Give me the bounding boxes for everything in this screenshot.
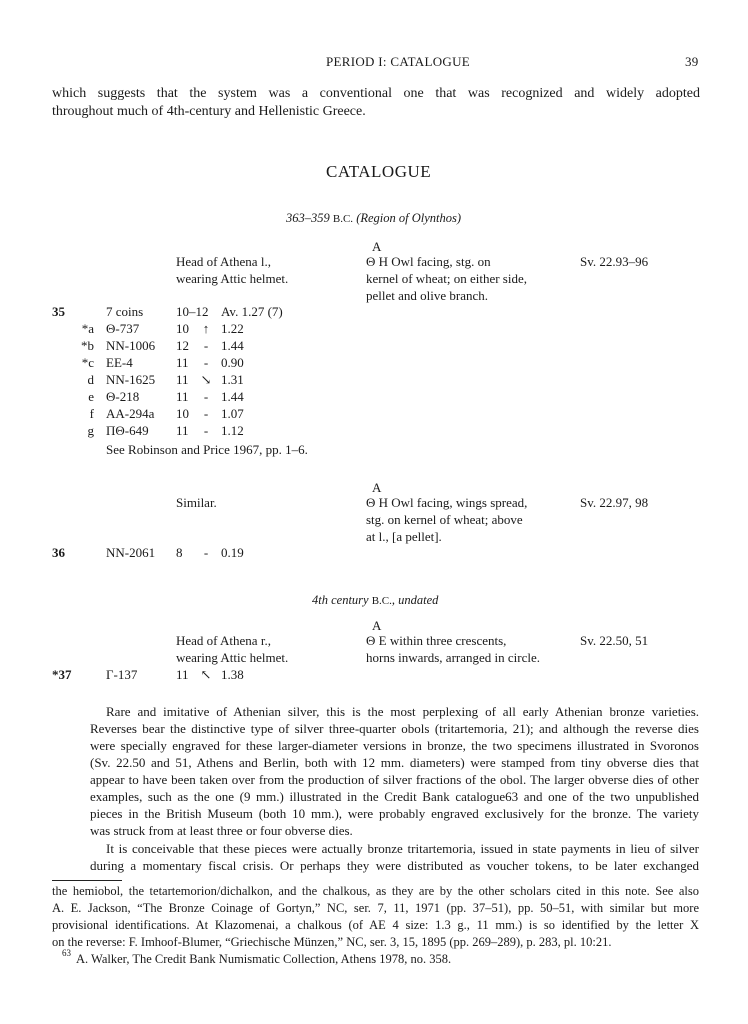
- specimen-weight: 1.07: [221, 406, 244, 421]
- commentary-line: was struck from at least three or four obverse dies.: [90, 823, 353, 838]
- reverse-top-letter: A: [372, 480, 382, 495]
- group-date-heading: [312, 592, 438, 610]
- era-label: B.C.: [332, 213, 354, 225]
- die-axis-arrow: -: [203, 423, 209, 438]
- commentary-line: (Sv. 22.50 and 51, Athens and Berlin, both with 12 mm. diameters) were stamped from tiny obverse dies that: [90, 755, 699, 770]
- commentary-line: pieces in the British Museum (both 10 mm.), were probably engraved exclusively for the bronze. The variety: [90, 806, 699, 821]
- reverse-top-letter: A: [372, 618, 382, 633]
- specimen-mark: g: [87, 423, 94, 438]
- svoronos-reference: Sv. 22.50, 51: [580, 633, 649, 648]
- specimen-size: 8: [176, 545, 183, 560]
- footnote-line: provisional identifications. At Klazomenai, a chalkous (of AE 4 size: 1.3 g., 11 mm.) is so identified by the letter X: [52, 918, 699, 932]
- entry-number: 35: [52, 304, 65, 319]
- specimen-size: 10: [176, 321, 189, 336]
- specimen-id: EE-4: [106, 355, 133, 370]
- specimen-id: Θ-737: [106, 321, 140, 336]
- specimen-id: NN-2061: [106, 545, 156, 560]
- commentary-line: during a momentary fiscal crisis. Or perhaps they were distributed as voucher tokens, to be later exchanged: [90, 858, 699, 873]
- reference-note: See Robinson and Price 1967, pp. 1–6.: [106, 442, 308, 457]
- specimen-id: NN-1006: [106, 338, 156, 353]
- entry-number: 36: [52, 545, 65, 560]
- coin-count: 7 coins: [106, 304, 144, 319]
- intro-line: throughout much of 4th-century and Hellenistic Greece.: [52, 104, 366, 119]
- specimen-mark: *c: [81, 355, 94, 370]
- specimen-size: 11: [176, 423, 189, 438]
- die-axis-arrow: -: [203, 338, 209, 353]
- die-axis-arrow: -: [203, 389, 209, 404]
- reverse-description: kernel of wheat; on either side,: [366, 271, 527, 286]
- specimen-id: NN-1625: [106, 372, 156, 387]
- specimen-weight: 1.22: [221, 321, 244, 336]
- obverse-description: Similar.: [176, 495, 217, 510]
- specimen-mark: *a: [81, 321, 94, 336]
- group-date-heading: [286, 210, 461, 228]
- date-range: 4th century: [312, 593, 369, 607]
- specimen-id: ΠΘ-649: [106, 423, 149, 438]
- entry-number: *37: [52, 667, 72, 682]
- region-label: (Region of Olynthos): [356, 211, 462, 225]
- reverse-top-letter: A: [372, 239, 382, 254]
- die-axis-arrow: -: [203, 355, 209, 370]
- commentary-line: It is conceivable that these pieces were actually bronze tritartemoria, issued in state payments in lieu of silver: [106, 841, 699, 856]
- specimen-id: Γ-137: [106, 667, 138, 682]
- specimen-size: 11: [176, 355, 189, 370]
- reverse-description: at l., [a pellet].: [366, 529, 442, 544]
- specimen-weight: 0.19: [221, 545, 244, 560]
- reverse-description: pellet and olive branch.: [366, 288, 489, 303]
- specimen-weight: 1.38: [221, 667, 244, 682]
- die-axis-arrow: ↑: [202, 321, 210, 336]
- era-label: B.C.: [371, 595, 392, 607]
- reverse-description: Θ H Owl facing, stg. on: [366, 254, 491, 269]
- specimen-mark: *b: [81, 338, 94, 353]
- commentary-line: Reverses bear the distinctive type of silver three-quarter obols (tritartemoria, 21); and although the reverse dies: [90, 721, 699, 736]
- commentary-line: Rare and imitative of Athenian silver, this is the most perplexing of all early Athenian bronze varieties.: [106, 704, 699, 719]
- running-title: PERIOD I: CATALOGUE: [326, 54, 471, 69]
- obverse-description: Head of Athena l.,: [176, 254, 271, 269]
- specimen-weight: 1.31: [221, 372, 244, 387]
- specimen-mark: e: [88, 389, 94, 404]
- footnote-rule: [52, 880, 122, 881]
- footnote-number: 63: [62, 948, 71, 958]
- specimen-id: AA-294a: [106, 406, 155, 421]
- average-weight: Av. 1.27 (7): [221, 304, 283, 319]
- commentary-line: appear to have been taken over from the production of silver fractions of the obol. The larger obverse dies of other: [90, 772, 699, 787]
- die-axis-arrow: -: [203, 545, 209, 560]
- obverse-description: wearing Attic helmet.: [176, 650, 289, 665]
- date-qualifier: , undated: [391, 593, 439, 607]
- size-range: 10–12: [176, 304, 209, 319]
- die-axis-arrow: -: [203, 406, 209, 421]
- intro-line: which suggests that the system was a conventional one that was recognized and widely adopted: [52, 86, 700, 101]
- specimen-weight: 1.12: [221, 423, 244, 438]
- specimen-weight: 1.44: [221, 338, 244, 353]
- specimen-size: 11: [176, 389, 189, 404]
- reverse-description: Θ H Owl facing, wings spread,: [366, 495, 528, 510]
- specimen-size: 11: [176, 667, 189, 682]
- specimen-weight: 1.44: [221, 389, 244, 404]
- footnote-63-text: A. Walker, The Credit Bank Numismatic Collection, Athens 1978, no. 358.: [76, 952, 452, 966]
- commentary-line: examples, such as the one (9 mm.) illustrated in the Credit Bank catalogue63 and one of the two unpublished: [90, 789, 699, 804]
- specimen-weight: 0.90: [221, 355, 244, 370]
- footnote-line: on the reverse: F. Imhoof-Blumer, “Griechische Münzen,” NC, ser. 3, 15, 1895 (pp. 269–289), p. 283, pl. 10:21.: [52, 935, 612, 949]
- specimen-size: 11: [176, 372, 189, 387]
- die-axis-arrow: ↖: [200, 667, 212, 682]
- svoronos-reference: Sv. 22.93–96: [580, 254, 649, 269]
- date-range: 363–359: [286, 211, 330, 225]
- commentary-line: were specially engraved for these larger-diameter versions in bronze, the two specimens illustrated in Svoronos: [90, 738, 699, 753]
- specimen-mark: f: [89, 406, 94, 421]
- svoronos-reference: Sv. 22.97, 98: [580, 495, 649, 510]
- specimen-mark: d: [87, 372, 94, 387]
- page-number: 39: [685, 54, 699, 69]
- specimen-id: Θ-218: [106, 389, 140, 404]
- footnote-line: the hemiobol, the tetartemorion/dichalkon, and the chalkous, as they are by the other scholars cited in this note. See also: [52, 884, 699, 898]
- reverse-description: horns inwards, arranged in circle.: [366, 650, 540, 665]
- specimen-size: 12: [176, 338, 189, 353]
- section-title: CATALOGUE: [326, 162, 432, 181]
- die-axis-arrow: ↘: [200, 372, 212, 387]
- reverse-description: stg. on kernel of wheat; above: [366, 512, 523, 527]
- obverse-description: Head of Athena r.,: [176, 633, 271, 648]
- specimen-size: 10: [176, 406, 189, 421]
- obverse-description: wearing Attic helmet.: [176, 271, 289, 286]
- footnote-line: A. E. Jackson, “The Bronze Coinage of Gortyn,” NC, ser. 7, 11, 1971 (pp. 37–51), pp. 50–51, with similar but more: [52, 901, 699, 915]
- reverse-description: Θ E within three crescents,: [366, 633, 507, 648]
